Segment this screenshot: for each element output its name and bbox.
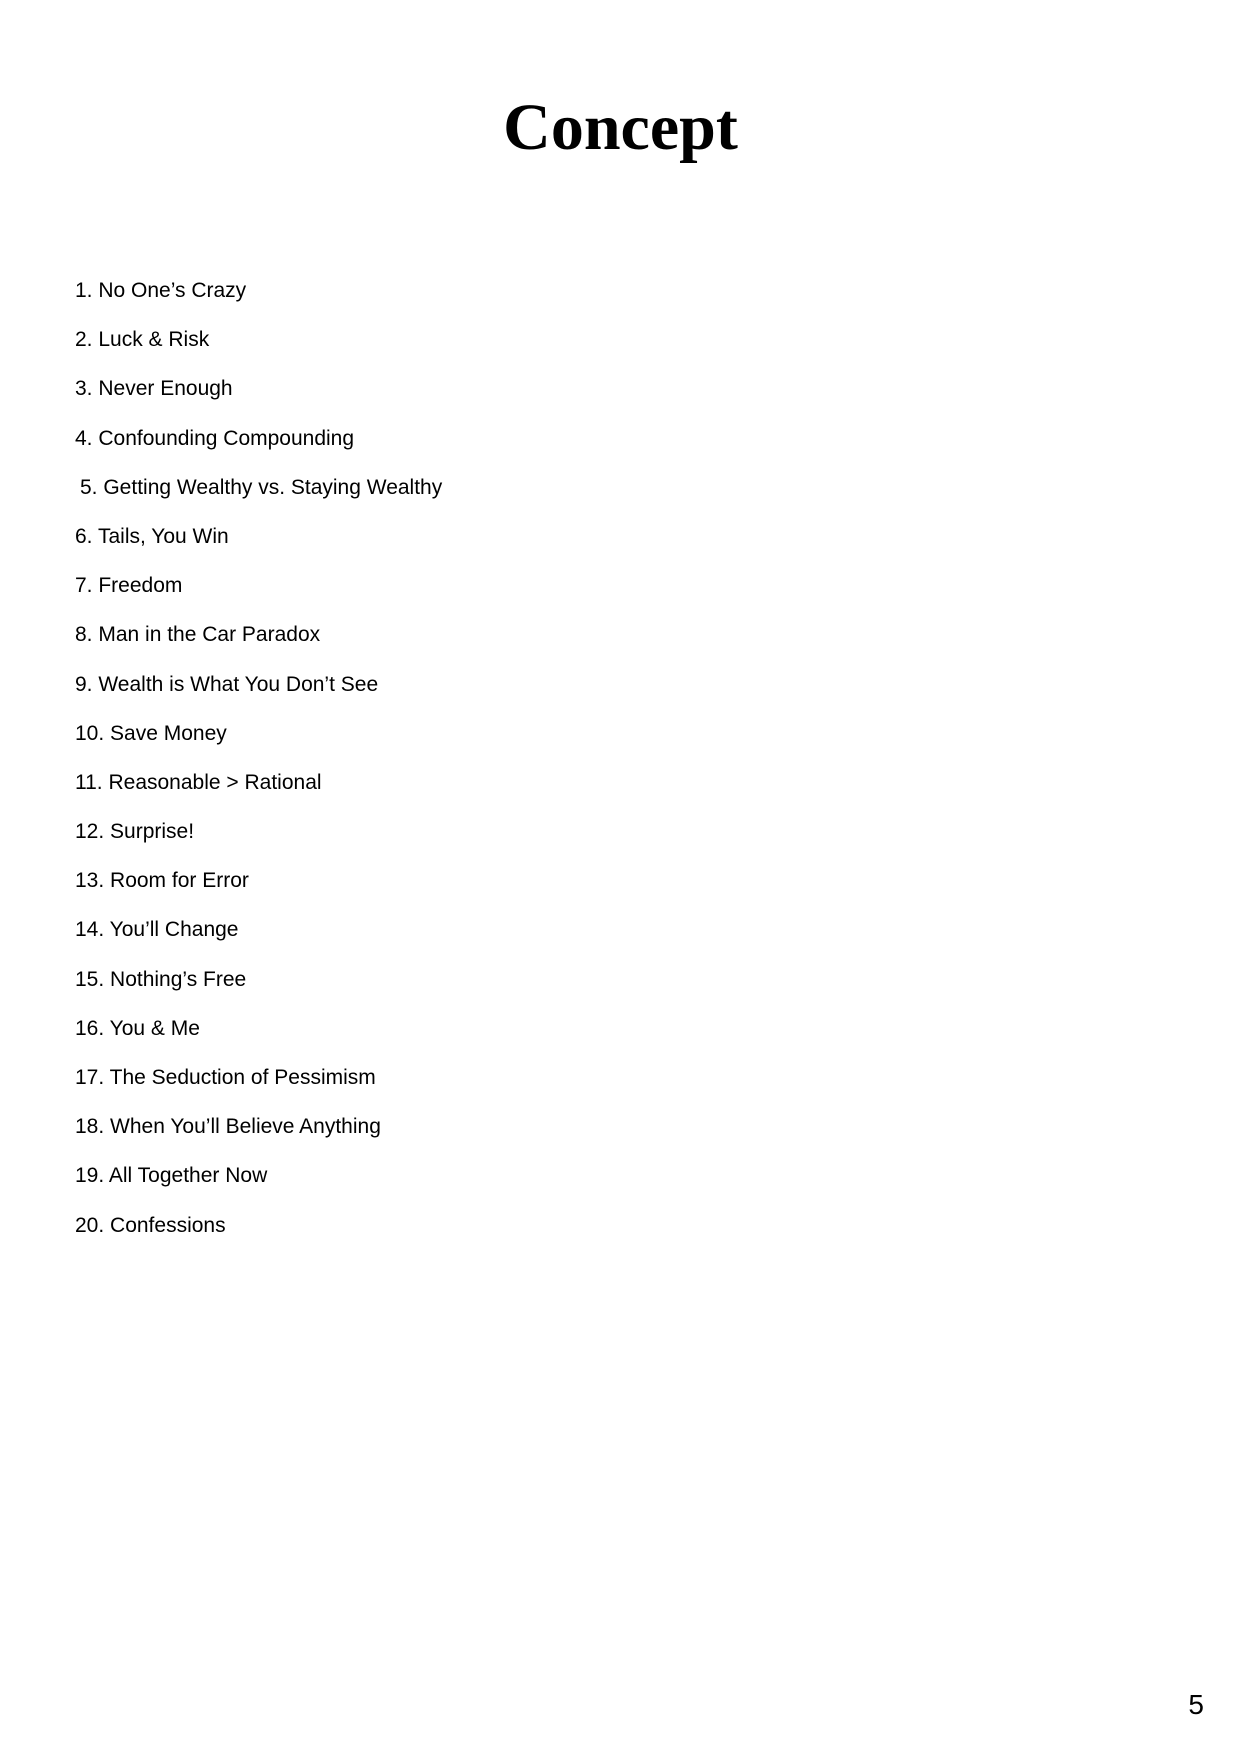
list-item: 19. All Together Now [75, 1164, 268, 1188]
list-item: 12. Surprise! [75, 820, 195, 844]
page-title: Concept [503, 91, 738, 164]
list-item: 8. Man in the Car Paradox [75, 623, 321, 647]
list-item: 18. When You’ll Believe Anything [75, 1115, 381, 1139]
list-item: 3. Never Enough [75, 377, 233, 401]
list-item: 10. Save Money [75, 721, 227, 745]
list-item: 9. Wealth is What You Don’t See [75, 672, 379, 696]
list-item: 15. Nothing’s Free [75, 967, 247, 991]
list-item: 16. You & Me [75, 1016, 200, 1040]
list-item: 4. Confounding Compounding [75, 426, 355, 450]
concept-list [75, 278, 442, 1262]
page-number: 5 [1188, 1689, 1204, 1720]
list-item: 6. Tails, You Win [75, 524, 229, 548]
list-item: 7. Freedom [75, 574, 183, 598]
list-item: 11. Reasonable > Rational [75, 770, 322, 794]
list-item: 5. Getting Wealthy vs. Staying Wealthy [80, 475, 443, 499]
list-item: 1. No One’s Crazy [75, 279, 247, 302]
list-item: 17. The Seduction of Pessimism [75, 1066, 376, 1089]
list-item: 13. Room for Error [75, 869, 249, 893]
list-item: 14. You’ll Change [75, 918, 239, 942]
list-item: 20. Confessions [75, 1213, 226, 1237]
list-item: 2. Luck & Risk [75, 328, 210, 352]
